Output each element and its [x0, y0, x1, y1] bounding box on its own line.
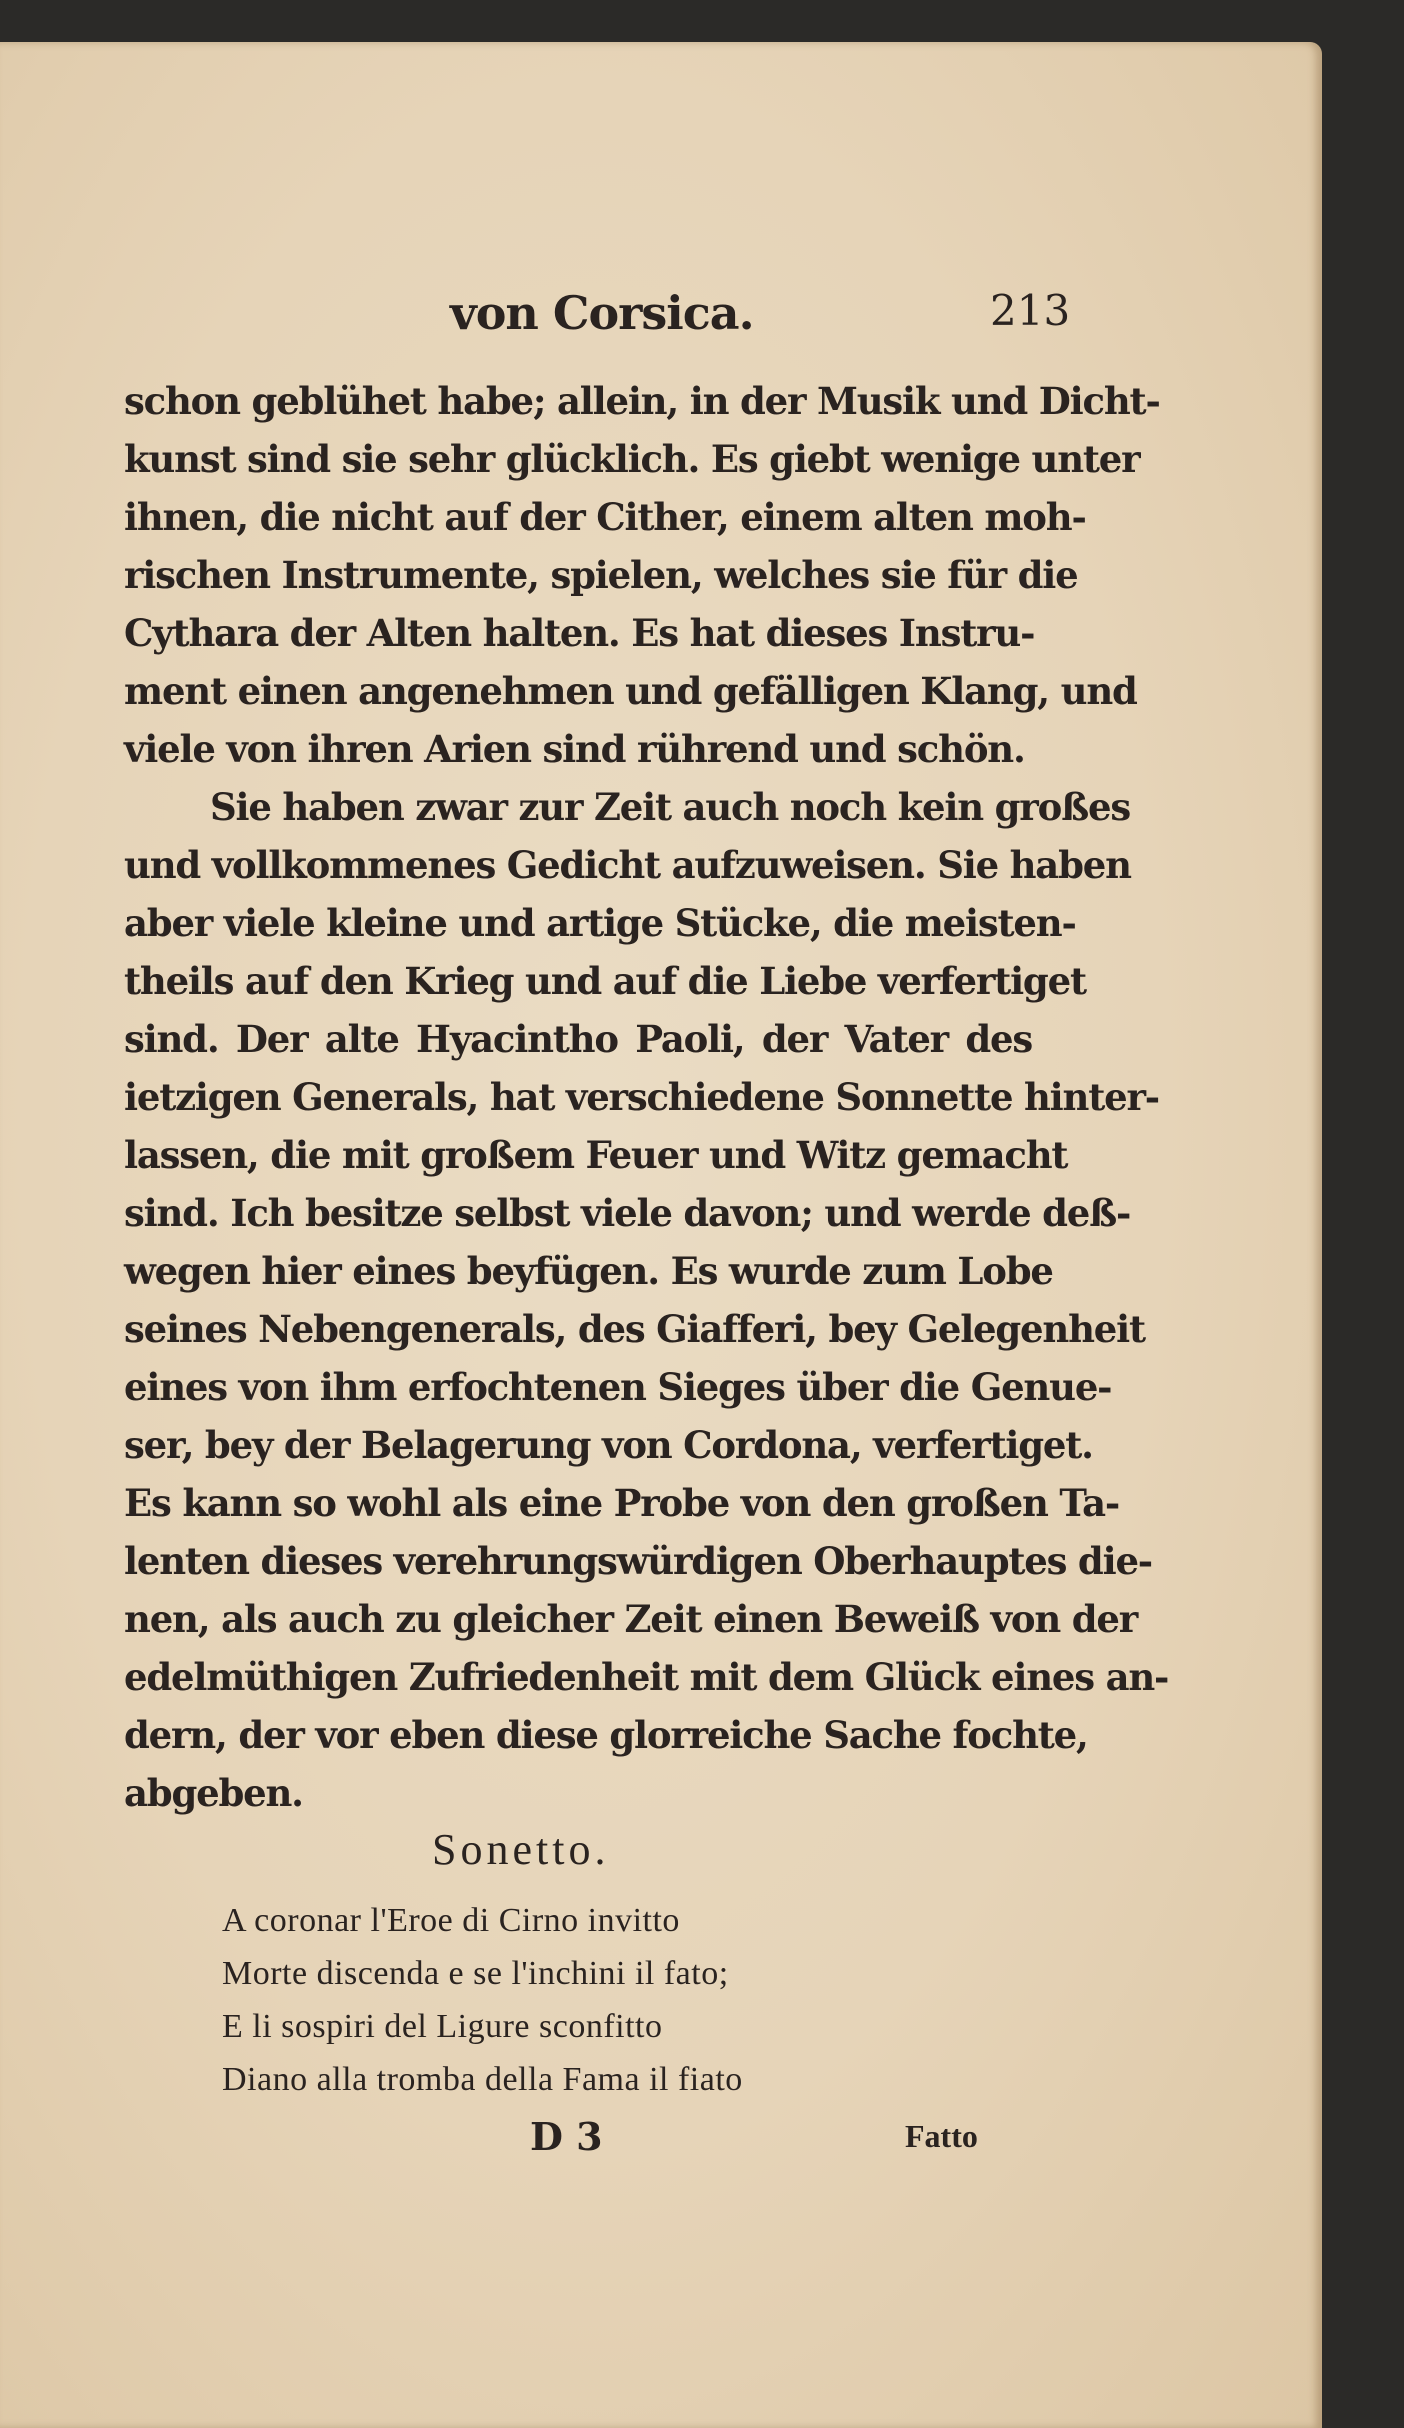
text-line: viele von ihren Arien sind rührend und schön. — [124, 727, 1025, 771]
text-line: nen, als auch zu gleicher Zeit einen Beweiß von der — [124, 1597, 1138, 1641]
text-line: theils auf den Krieg und auf die Liebe verfertiget — [124, 959, 1086, 1003]
poem-line: A coronar l'Eroe di Cirno invitto — [222, 1902, 680, 1939]
text-line: und vollkommenes Gedicht aufzuweisen. Sie haben — [124, 843, 1131, 887]
text-line: ser, bey der Belagerung von Cordona, verfertiget. — [124, 1423, 1093, 1467]
text-line: rischen Instrumente, spielen, welches sie für die — [124, 553, 1078, 597]
book-page — [0, 42, 1322, 2428]
text-line: Sie haben zwar zur Zeit auch noch kein großes — [210, 785, 1130, 829]
body-text — [124, 372, 1169, 1822]
text-line: lassen, die mit großem Feuer und Witz gemacht — [124, 1133, 1068, 1177]
page-number: 213 — [990, 286, 1071, 335]
text-line: ihnen, die nicht auf der Cither, einem alten moh- — [124, 495, 1086, 539]
poem-line: Morte discenda e se l'inchini il fato; — [222, 1955, 729, 1992]
text-line: Es kann so wohl als eine Probe von den großen Ta- — [124, 1481, 1120, 1525]
sonnet-lines — [222, 1894, 743, 2106]
text-line: kunst sind sie sehr glücklich. Es giebt wenige unter — [124, 437, 1140, 481]
text-line: sind. Ich besitze selbst viele davon; und werde deß- — [124, 1191, 1131, 1235]
text-line: edelmüthigen Zufriedenheit mit dem Glück eines an- — [124, 1655, 1169, 1699]
text-line: aber viele kleine und artige Stücke, die meisten- — [124, 901, 1076, 945]
text-line: eines von ihm erfochtenen Sieges über die Genue- — [124, 1365, 1112, 1409]
poem-line: Diano alla tromba della Fama il fiato — [222, 2061, 743, 2098]
text-line: seines Nebengenerals, des Giafferi, bey Gelegenheit — [124, 1307, 1145, 1351]
text-line: dern, der vor eben diese glorreiche Sache fochte, — [124, 1713, 1088, 1757]
sonnet-title: Sonetto. — [432, 1825, 610, 1874]
text-line: Cythara der Alten halten. Es hat dieses Instru- — [124, 611, 1035, 655]
text-line: sind. Der alte Hyacintho Paoli, der Vater des — [124, 1017, 1032, 1061]
text-line: ietzigen Generals, hat verschiedene Sonnette hinter- — [124, 1075, 1159, 1119]
running-title: von Corsica. — [450, 286, 754, 340]
text-line: abgeben. — [124, 1771, 303, 1815]
text-line: wegen hier eines beyfügen. Es wurde zum Lobe — [124, 1249, 1053, 1293]
text-line: schon geblühet habe; allein, in der Musik und Dicht- — [124, 379, 1160, 423]
text-line: ment einen angenehmen und gefälligen Klang, und — [124, 669, 1137, 713]
signature-mark: D 3 — [530, 2114, 603, 2159]
text-line: lenten dieses verehrungswürdigen Oberhauptes die- — [124, 1539, 1152, 1583]
catchword: Fatto — [905, 2118, 978, 2154]
poem-line: E li sospiri del Ligure sconfitto — [222, 2008, 663, 2045]
